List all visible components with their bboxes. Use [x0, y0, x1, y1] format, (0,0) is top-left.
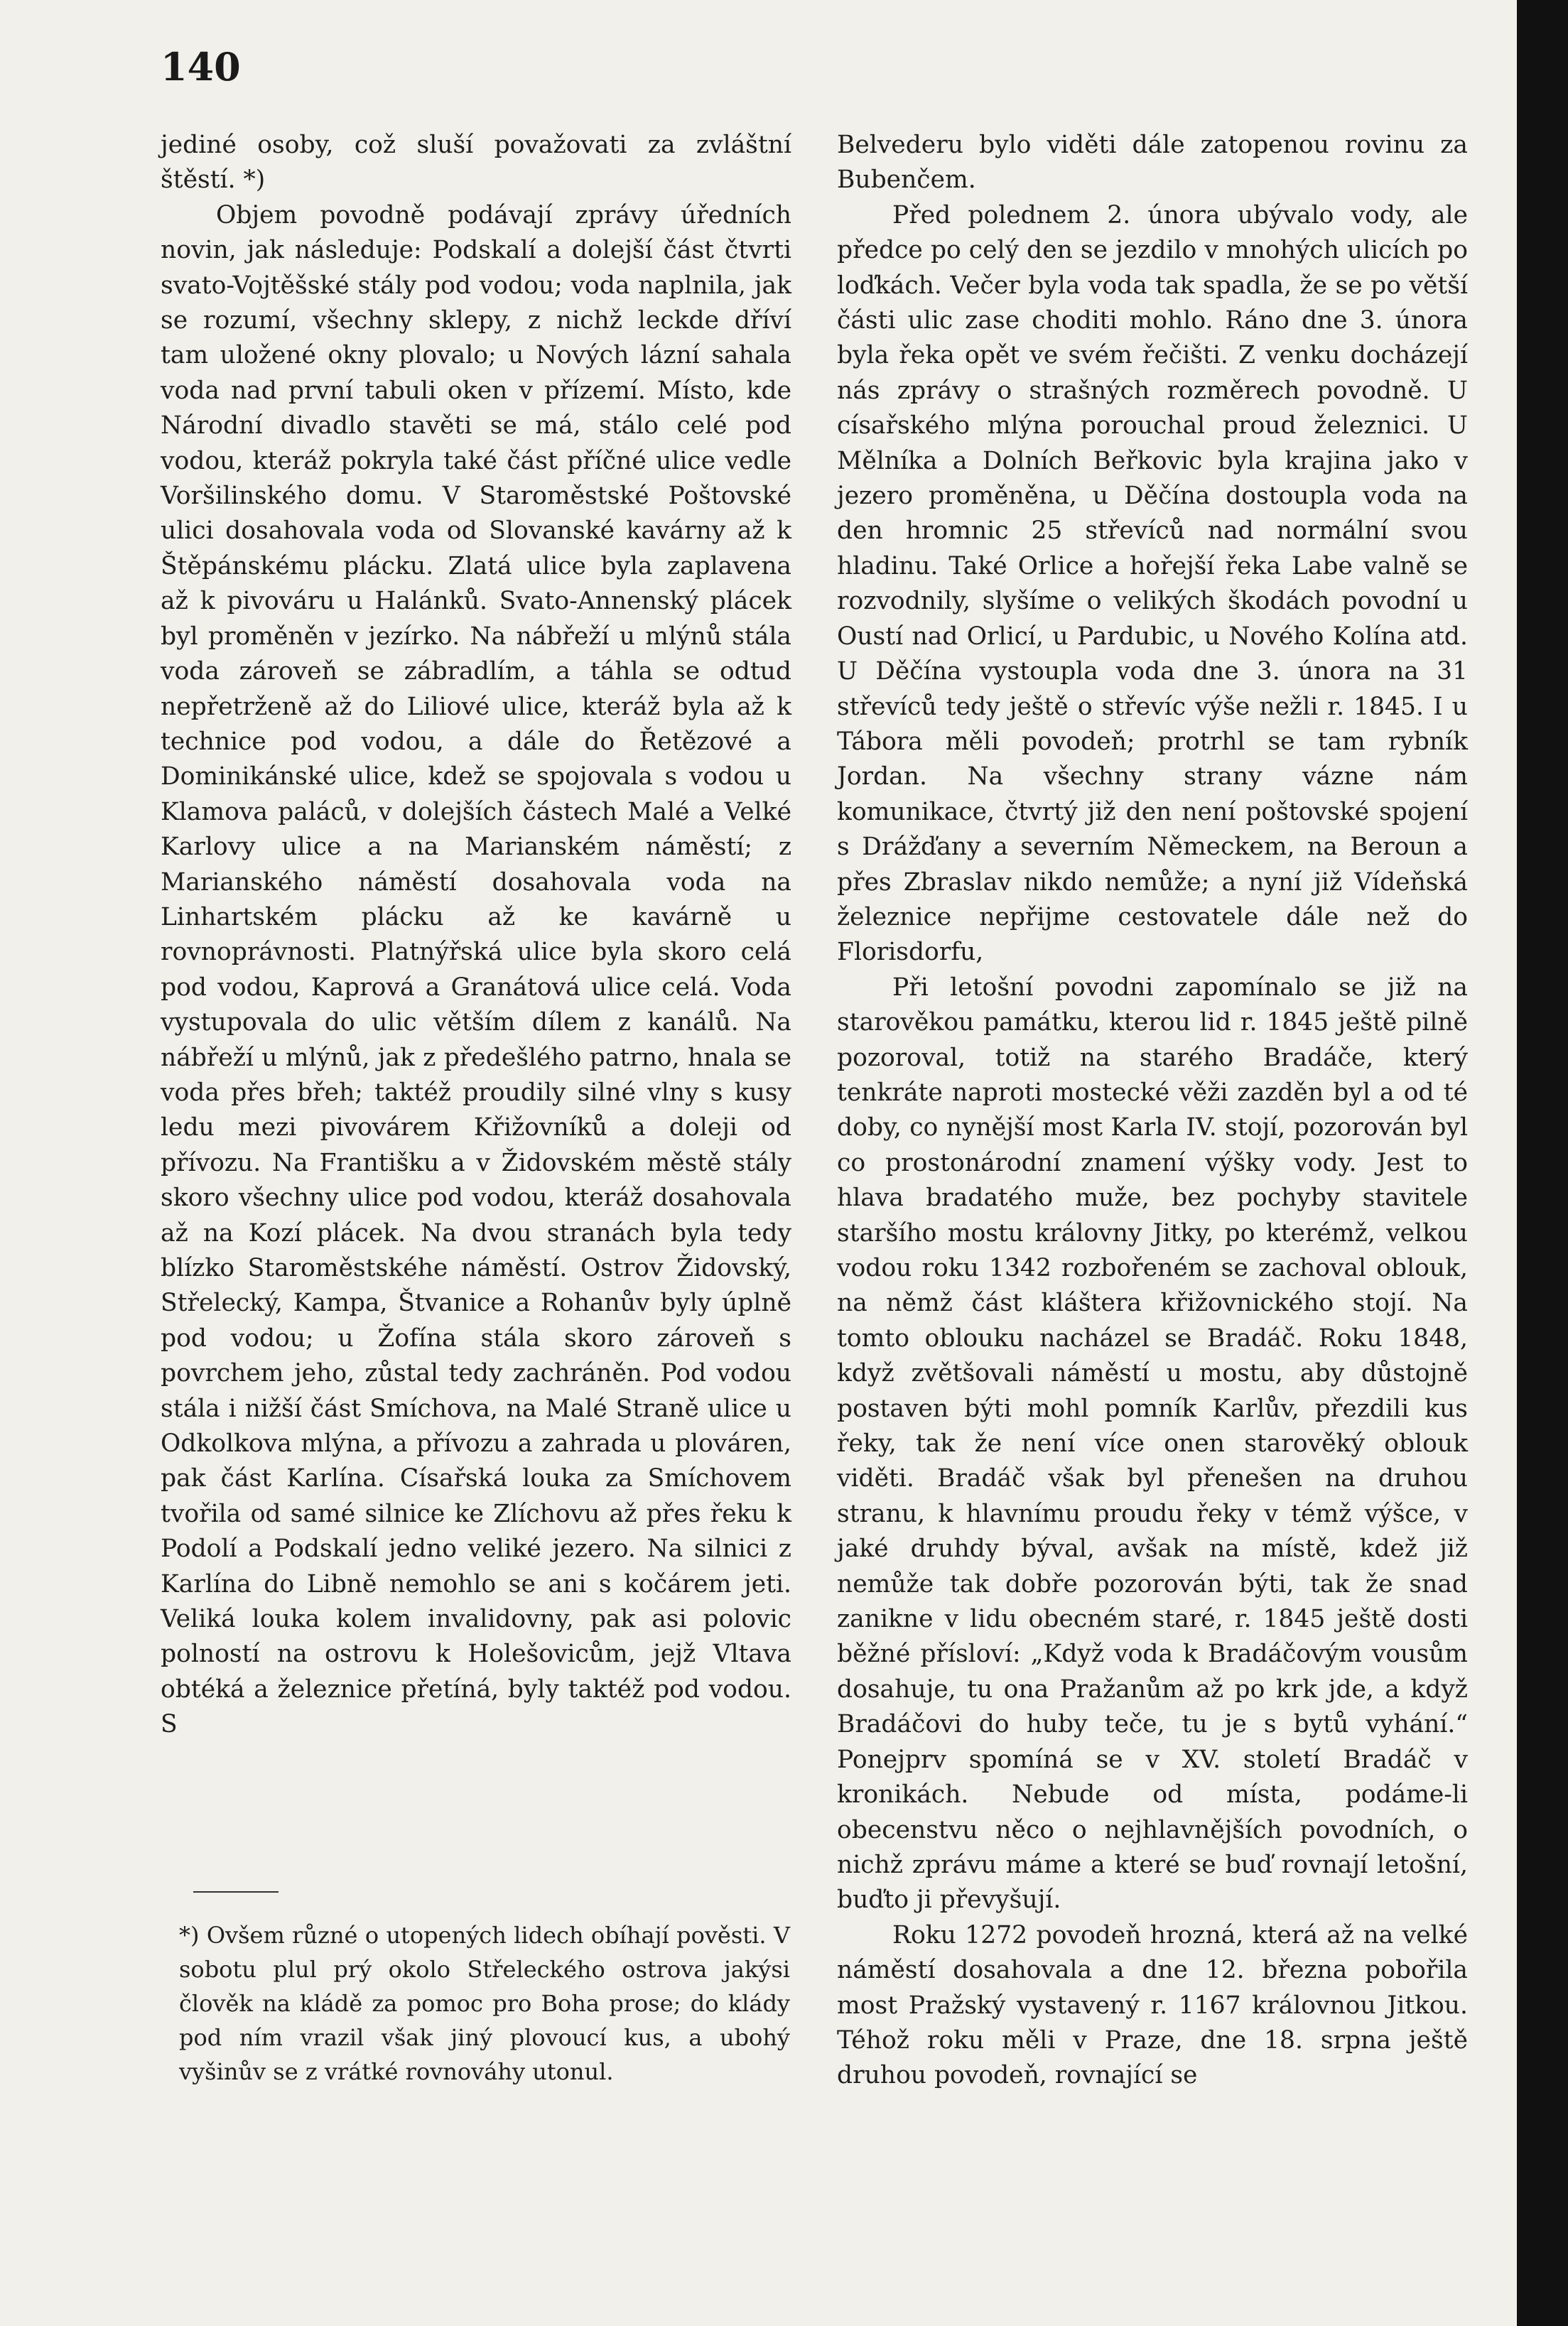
scan-border: [1517, 0, 1568, 2326]
left-column: [161, 128, 791, 1743]
paragraph: Roku 1272 povodeň hrozná, která až na velké náměstí dosahovala a dne 12. března pobořila most Pražský vystavený r. 1167 královnou Jitkou. Téhož roku měli v Praze, dne 18. srpna ještě druhou povodeň, rovnající se: [837, 1920, 1468, 2090]
paragraph: jediné osoby, což sluší považovati za zvláštní štěstí. *): [161, 131, 791, 195]
paragraph: Před polednem 2. února ubývalo vody, ale předce po celý den se jezdilo v mnohých ulicích po loďkách. Večer byla voda tak spadla, že se po větší části ulic zase choditi mohlo. Ráno dne 3. února byla řeka opět ve svém řečišti. Z venku docházejí nás zprávy o strašných rozměrech povodně. U císařského mlýna porouchal proud železnici. U Mělníka a Dolních Beřkovic byla krajina jako v jezero proměněna, u Děčína dostoupla voda na den hromnic 25 střevíců nad normální svou hladinu. Také Orlice a hořejší řeka Labe valně se rozvodnily, slyšíme o velikých škodách povodní u Oustí nad Orlicí, u Pardubic, u Nového Kolína atd. U Děčína vystoupla voda dne 3. února na 31 střevíců tedy ještě o střevíc výše nežli r. 1845. I u Tábora měli povodeň; protrhl se tam rybník Jordan. Na všechny strany vázne nám komunikace, čtvrtý již den není poštovské spojení s Drážďany a severním Německem, na Beroun a přes Zbraslav nikdo nemůže; a nyní již Vídeňská železnice nepřijme cestovatele dále než do Florisdorfu,: [837, 200, 1468, 967]
paragraph: Belvederu bylo viděti dále zatopenou rovinu za Bubenčem.: [837, 131, 1468, 195]
page-number: 140: [161, 44, 241, 90]
paragraph: Objem povodně podávají zprávy úředních novin, jak následuje: Podskalí a dolejší část čtvrti svato-Vojtěšské stály pod vodou; voda naplnila, jak se rozumí, všechny sklepy, z nichž leckde dříví tam uložené okny plovalo; u Nových lázní sahala voda nad první tabuli oken v přízemí. Místo, kde Národní divadlo stavěti se má, stálo celé pod vodou, kteráž pokryla také část příčné ulice vedle Voršilinského domu. V Staroměstské Poštovské ulici dosahovala voda od Slovanské kavárny až k Štěpánskému plácku. Zlatá ulice byla zaplavena až k pivováru u Halánků. Svato-Annenský plácek byl proměněn v jezírko. Na nábřeží u mlýnů stála voda zároveň se zábradlím, a táhla se odtud nepřetrženě až do Liliové ulice, kteráž byla až k technice pod vodou, a dále do Řetězové a Dominikánské ulice, kdež se spojovala s vodou u Klamova paláců, v dolejších částech Malé a Velké Karlovy ulice a na Marianském náměstí; z Marianského náměstí dosahovala voda na Linhartském plácku až ke kavárně u rovnoprávnosti. Platnýřská ulice byla skoro celá pod vodou, Kaprová a Granátová ulice celá. Voda vystupovala do ulic větším dílem z kanálů. Na nábřeží u mlýnů, jak z předešlého patrno, hnala se voda přes břeh; taktéž proudily silné vlny s kusy ledu mezi pivovárem Křižovníků a doleji od přívozu. Na Františku a v Židovském městě stály skoro všechny ulice pod vodou, kteráž dosahovala až na Kozí plácek. Na dvou stranách byla tedy blízko Staroměstskéhe náměstí. Ostrov Židovský, Střelecký, Kampa, Štvanice a Rohanův byly úplně pod vodou; u Žofína stála skoro zároveň s povrchem jeho, zůstal tedy zachráněn. Pod vodou stála i nižší část Smíchova, na Malé Straně ulice u Odkolkova mlýna, a přívozu a zahrada u plováren, pak část Karlína. Císařská louka za Smíchovem tvořila od samé silnice ke Zlíchovu až přes řeku k Podolí a Podskalí jedno veliké jezero. Na silnici z Karlína do Libně nemohlo se ani s kočárem jeti. Veliká louka kolem invalidovny, pak asi polovic polností na ostrovu k Holešovicům, jejž Vltava obtéká a železnice přetíná, byly taktéž pod vodou. S: [161, 200, 791, 1739]
paragraph: Při letošní povodni zapomínalo se již na starověkou památku, kterou lid r. 1845 ještě pilně pozoroval, totiž na starého Bradáče, který tenkráte naproti mostecké věži zazděn byl a od té doby, co nynější most Karla IV. stojí, pozorován byl co prostonárodní znamení výšky vody. Jest to hlava bradatého muže, bez pochyby stavitele staršího mostu královny Jitky, po kterémž, velkou vodou roku 1342 rozbořeném se zachoval oblouk, na němž část kláštera křižovnického stojí. Na tomto oblouku nacházel se Bradáč. Roku 1848, když zvětšovali náměstí u mostu, aby důstojně postaven býti mohl pomník Karlův, přezdili kus řeky, tak že není více onen starověký oblouk viděti. Bradáč však byl přenešen na druhou stranu, k hlavnímu proudu řeky v témž výšce, v jaké druhdy býval, avšak na místě, kdež již nemůže tak dobře pozorován býti, tak že snad zanikne v lidu obecném staré, r. 1845 ještě dosti běžné přísloví: „Když voda k Bradáčovým vousům dosahuje, tu ona Pražanům až po krk jde, a když Bradáčovi do huby teče, tu je s bytů vyhání.“ Ponejprv spomíná se v XV. století Bradáč v kronikách. Nebude od místa, podáme-li obecenstvu něco o nejhlavnějších povodních, o nichž zprávu máme a které se buď rovnají letošní, buďto ji převyšují.: [837, 973, 1468, 1915]
footnote: *) Ovšem různé o utopených lidech obíhají pověsti. V sobotu plul prý okolo Střeleckého ostrova jakýsi člověk na kládě za pomoc pro Boha prose; do klády pod ním vrazil však jiný plovoucí kus, a ubohý vyšinův se z vrátké rovnováhy utonul.: [179, 1922, 790, 2085]
footnote-divider: [193, 1891, 279, 1893]
right-column: [837, 128, 1468, 2094]
